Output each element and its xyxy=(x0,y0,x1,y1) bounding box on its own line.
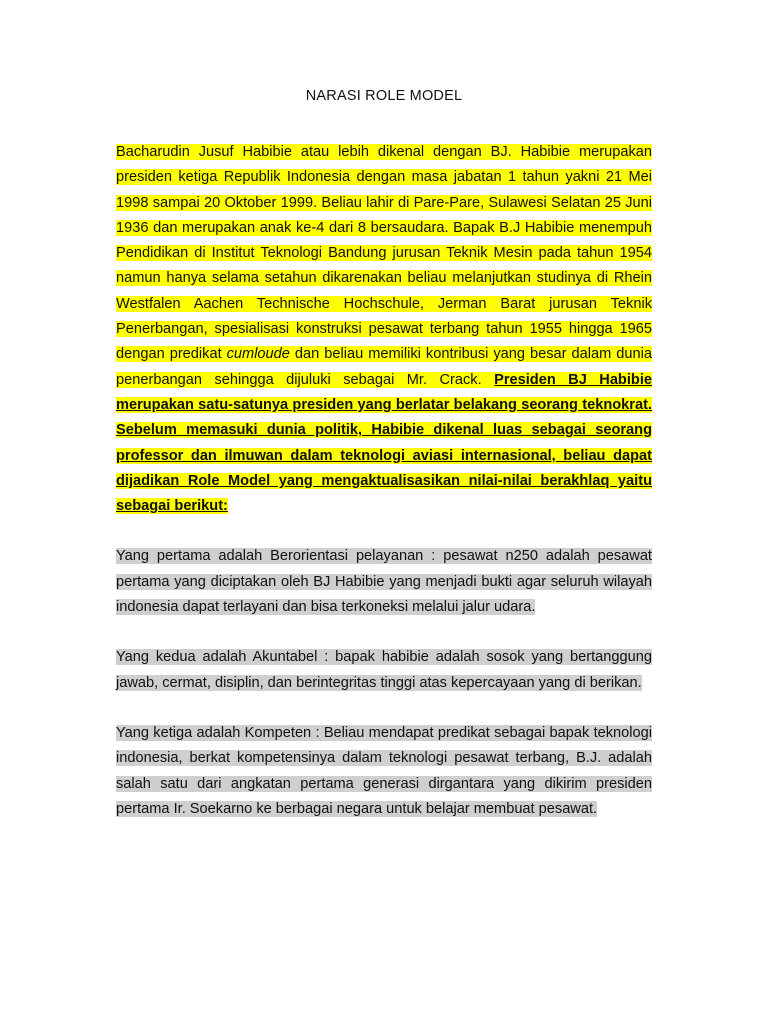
document-title: NARASI ROLE MODEL xyxy=(305,88,463,104)
point-text-1: Yang pertama adalah Berorientasi pelayanan : pesawat n250 adalah pesawat pertama yang diciptakan oleh BJ Habibie yang menjadi bukti agar seluruh wilayah indonesia dapat terlayani dan bisa terkoneksi melalui jalur udara. xyxy=(116,548,652,616)
point-paragraph-3 xyxy=(116,721,652,822)
intro-part2: dan beliau memiliki kontribusi yang besar dalam dunia penerbangan sehingga dijuluki sebagai Mr. Crack. xyxy=(116,346,652,388)
intro-part1: Bacharudin Jusuf Habibie atau lebih dikenal dengan BJ. Habibie merupakan presiden ketiga Republik Indonesia dengan masa jabatan 1 tahun yakni 21 Mei 1998 sampai 20 Oktober 1999. Beliau lahir di Pare-Pare, Sulawesi Selatan 25 Juni 1936 dan merupakan anak ke-4 dari 8 bersaudara. Bapak B.J Habibie menempuh Pendidikan di Institut Teknologi Bandung jurusan Teknik Mesin pada tahun 1954 namun hanya selama setahun dikarenakan beliau melanjutkan studinya di Rhein Westfalen Aachen Technische Hochschule, Jerman Barat jurusan Teknik Penerbangan, spesialisasi konstruksi pesawat terbang tahun 1955 hingga 1965 dengan predikat xyxy=(116,144,652,363)
intro-paragraph xyxy=(116,140,652,519)
document-page xyxy=(116,86,652,822)
point-paragraph-1 xyxy=(116,544,652,620)
point-text-3: Yang ketiga adalah Kompeten : Beliau mendapat predikat sebagai bapak teknologi indonesia, berkat kompetensinya dalam teknologi pesawat terbang, B.J. adalah salah satu dari angkatan pertama generasi dirgantara yang dikirim presiden pertama Ir. Soekarno ke berbagai negara untuk belajar membuat pesawat. xyxy=(116,724,652,817)
intro-bold-statement: Presiden BJ Habibie merupakan satu-satunya presiden yang berlatar belakang seorang teknokrat. Sebelum memasuki dunia politik, Habibie dikenal luas sebagai seorang professor dan ilmuwan dalam teknologi aviasi internasional, beliau dapat dijadikan Role Model yang mengaktualisasikan nilai-nilai berakhlaq yaitu sebagai berikut: xyxy=(116,371,652,515)
point-paragraph-2 xyxy=(116,645,652,696)
intro-text xyxy=(116,144,652,514)
point-text-2: Yang kedua adalah Akuntabel : bapak habibie adalah sosok yang bertanggung jawab, cermat, disiplin, dan berintegritas tinggi atas kepercayaan yang di berikan. xyxy=(116,649,652,691)
intro-italic-term: cumloude xyxy=(226,346,290,363)
